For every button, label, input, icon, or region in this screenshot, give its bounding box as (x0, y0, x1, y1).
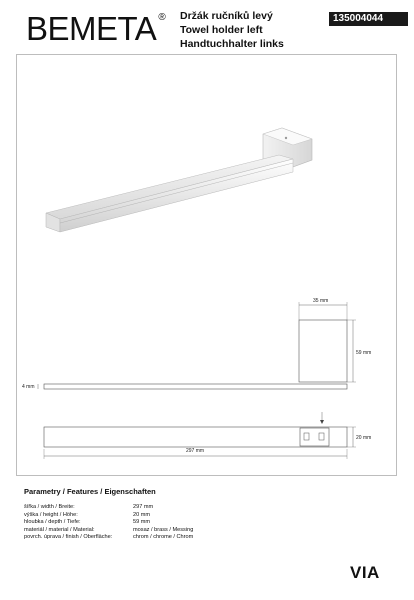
product-code-badge: 135004044 (329, 12, 408, 26)
spec-label: výška / height / Höhe: (24, 511, 78, 518)
spec-label: povrch. úprava / finish / Oberfläche: (24, 534, 113, 540)
spec-value: mosaz / brass / Messing (133, 526, 194, 533)
specs-title: Parametry / Features / Eigenschaften (24, 487, 156, 496)
title-cz: Držák ručníků levý (180, 10, 273, 22)
side-view (22, 298, 371, 390)
mount-arrow-head (320, 420, 324, 424)
mount-screw-dot (285, 137, 287, 139)
header (0, 0, 414, 52)
spec-value: chrom / chrome / Chrom (133, 534, 194, 540)
product-title-block (180, 9, 284, 51)
series-name: VIA (350, 563, 380, 582)
spec-label: hloubka / depth / Tiefe: (24, 519, 81, 525)
front-view (44, 412, 371, 459)
spec-value: 297 mm (133, 504, 154, 510)
title-en: Towel holder left (180, 24, 263, 36)
spec-row-depth (24, 519, 150, 526)
spec-row-width (24, 504, 153, 511)
side-view-mount (299, 320, 347, 382)
spec-value: 59 mm (133, 519, 151, 525)
registered-mark: ® (158, 12, 166, 23)
product-render (46, 128, 312, 232)
technical-drawing (16, 54, 397, 476)
width-dim-label: 297 mm (186, 448, 205, 454)
height-dim-label: 59 mm (356, 350, 372, 356)
spec-row-material (24, 527, 193, 534)
spec-value: 20 mm (133, 511, 151, 518)
spec-row-height (24, 512, 150, 519)
bar-top-face (46, 155, 293, 219)
bar-bottom-face (60, 159, 293, 232)
brand-logo (26, 10, 166, 47)
spec-label: materiál / material / Material: (24, 526, 95, 533)
bar-height-dim-label: 20 mm (356, 435, 372, 441)
spec-row-finish (24, 534, 193, 541)
bar-edge-highlight (60, 163, 293, 223)
spec-label: šířka / width / Breite: (24, 504, 75, 510)
thickness-dim-label: 4 mm (22, 384, 35, 390)
brand-name: BEMETA (26, 10, 157, 47)
front-view-mount (300, 428, 329, 446)
title-de: Handtuchhalter links (180, 38, 284, 50)
depth-dim-label: 35 mm (313, 298, 329, 304)
side-view-bar (44, 384, 347, 389)
